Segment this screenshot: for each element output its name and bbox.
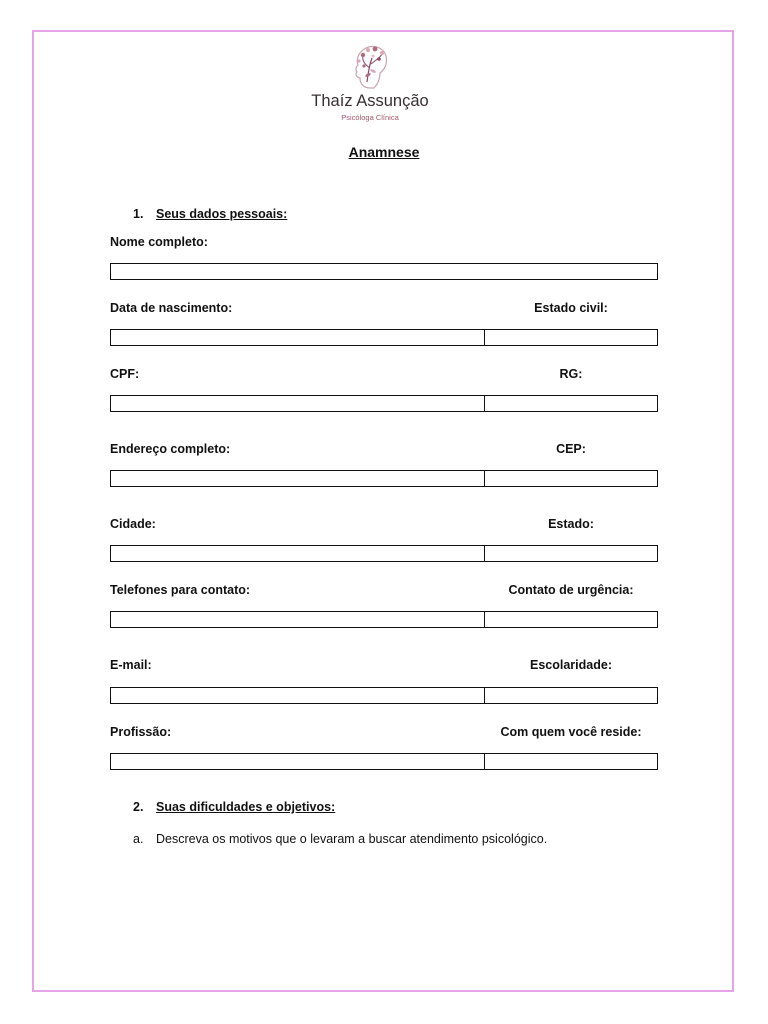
page-border	[32, 30, 734, 992]
section-title: Suas dificuldades e objetivos:	[156, 800, 336, 814]
cpf-row	[110, 395, 658, 412]
emergency-contact-label: Contato de urgência:	[508, 583, 634, 597]
section-number: 1.	[133, 207, 144, 221]
lives-with-label: Com quem você reside:	[500, 725, 642, 739]
address-label: Endereço completo:	[110, 442, 231, 456]
city-input[interactable]	[111, 546, 485, 561]
profession-input[interactable]	[111, 754, 485, 769]
email-row	[110, 687, 658, 704]
question-marker: a.	[133, 832, 144, 846]
emergency-contact-input[interactable]	[485, 612, 657, 627]
question-a	[133, 832, 547, 846]
section-2-heading	[133, 800, 335, 814]
brand-name: Thaíz Assunção	[311, 92, 429, 110]
birth-date-input[interactable]	[111, 330, 485, 345]
education-input[interactable]	[485, 688, 657, 703]
lives-with-input[interactable]	[485, 754, 657, 769]
section-title: Seus dados pessoais:	[156, 207, 288, 221]
question-text: Descreva os motivos que o levaram a buscar atendimento psicológico.	[156, 832, 548, 846]
full-name-field[interactable]	[110, 263, 658, 280]
education-label: Escolaridade:	[530, 658, 612, 672]
rg-label: RG:	[559, 367, 583, 381]
state-label: Estado:	[548, 517, 594, 531]
email-label: E-mail:	[110, 658, 152, 672]
full-name-input[interactable]	[111, 264, 657, 279]
cpf-input[interactable]	[111, 396, 485, 411]
email-input[interactable]	[111, 688, 485, 703]
city-row	[110, 545, 658, 562]
phones-input[interactable]	[111, 612, 485, 627]
full-name-label: Nome completo:	[110, 235, 208, 249]
profession-label: Profissão:	[110, 725, 172, 739]
cpf-label: CPF:	[110, 367, 140, 381]
section-1-heading	[133, 207, 287, 221]
marital-status-label: Estado civil:	[534, 301, 608, 315]
cep-label: CEP:	[556, 442, 586, 456]
head-with-flowers-logo	[340, 38, 396, 94]
address-row	[110, 470, 658, 487]
phones-row	[110, 611, 658, 628]
section-number: 2.	[133, 800, 144, 814]
rg-input[interactable]	[485, 396, 657, 411]
address-input[interactable]	[111, 471, 485, 486]
state-input[interactable]	[485, 546, 657, 561]
brand-subtitle: Psicóloga Clínica	[341, 113, 399, 122]
document-title: Anamnese	[348, 144, 420, 160]
city-label: Cidade:	[110, 517, 156, 531]
birth-date-label: Data de nascimento:	[110, 301, 233, 315]
cep-input[interactable]	[485, 471, 657, 486]
marital-status-input[interactable]	[485, 330, 657, 345]
profession-row	[110, 753, 658, 770]
phones-label: Telefones para contato:	[110, 583, 251, 597]
birth-date-row	[110, 329, 658, 346]
